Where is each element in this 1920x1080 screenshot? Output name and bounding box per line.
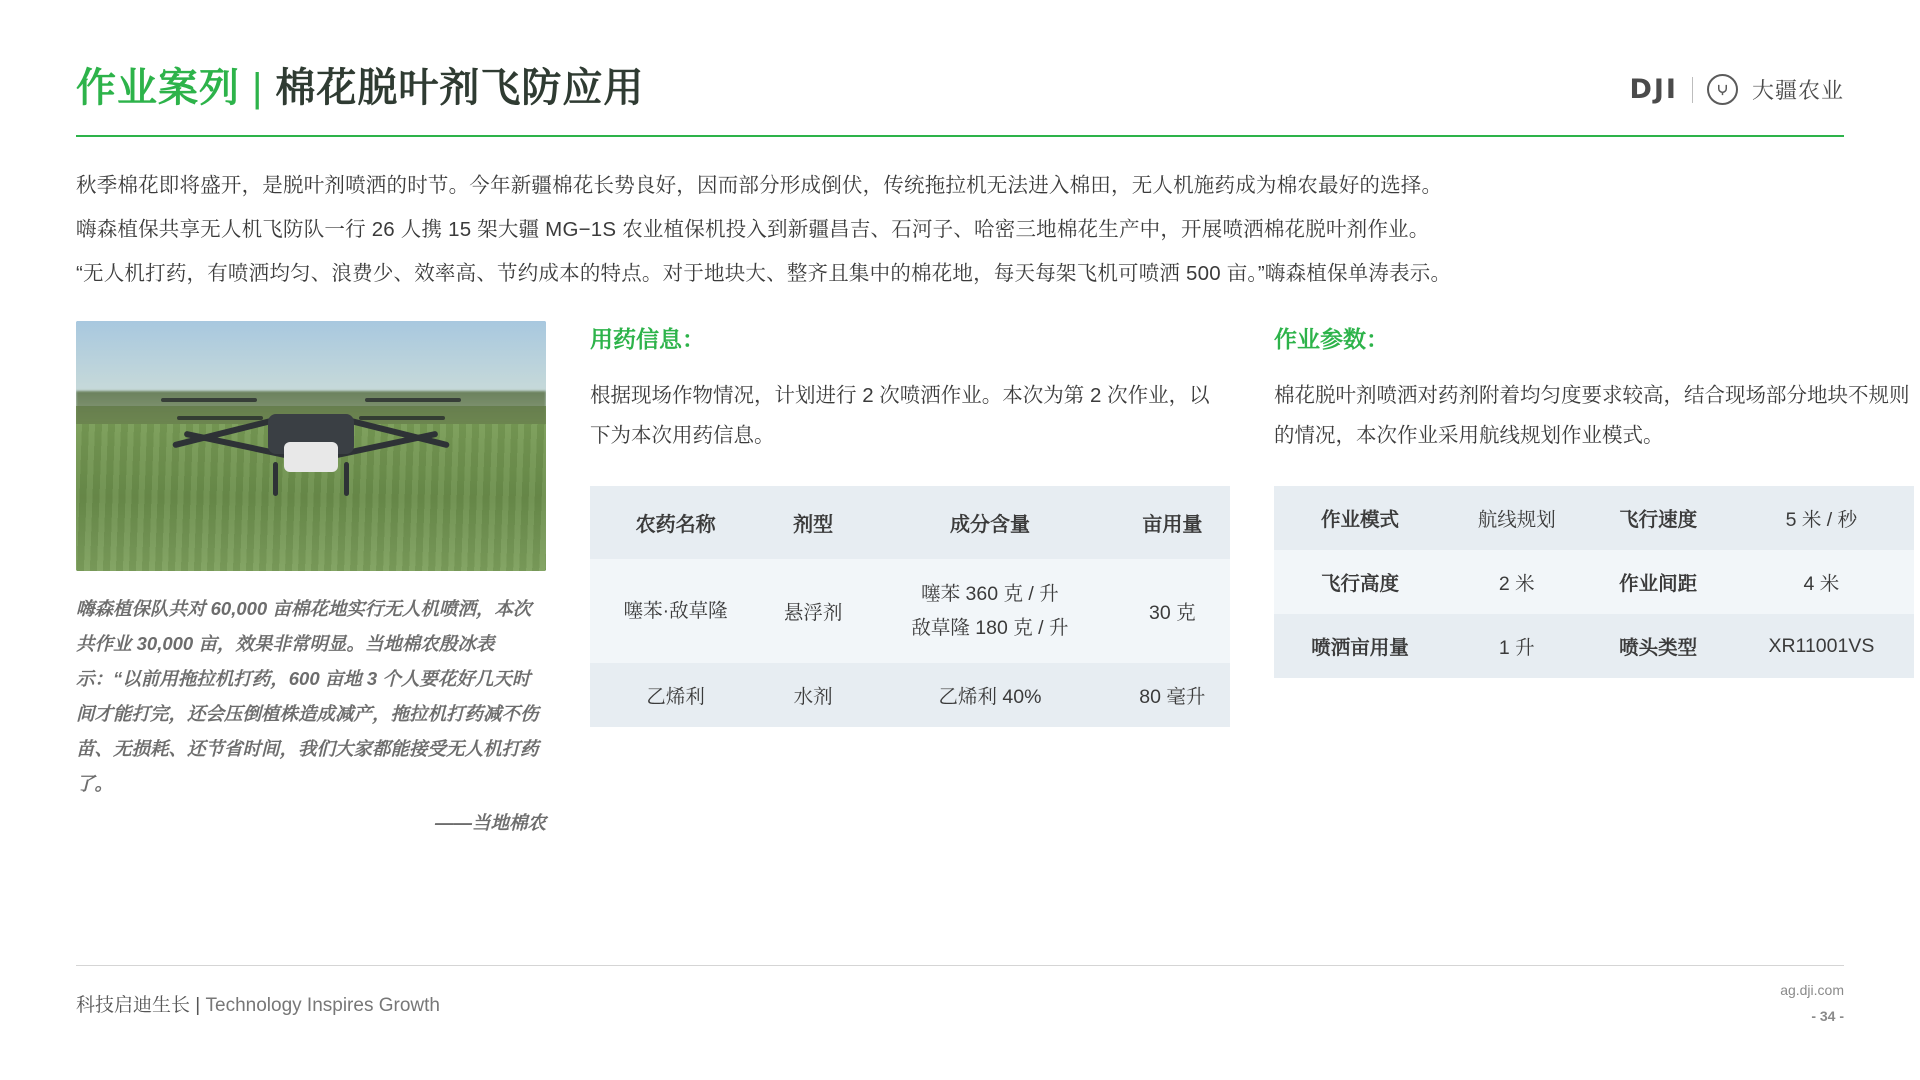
medicine-row2-name: 乙烯利: [646, 686, 705, 708]
medicine-row2-form: 水剂: [793, 686, 833, 708]
footer-slogan-cn: 科技启迪生长: [76, 994, 191, 1016]
brand-logo: [1629, 74, 1844, 113]
parameters-section-title: 作业参数：: [1274, 326, 1389, 352]
medicine-row1-form: 悬浮剂: [783, 602, 843, 624]
page-number: - 34 -: [1811, 1008, 1844, 1024]
param-row3-key1: 喷洒亩用量: [1311, 637, 1409, 659]
footer-slogan-separator: |: [195, 994, 201, 1016]
param-row3-value1: 1 升: [1498, 637, 1535, 659]
page-title: [76, 56, 644, 113]
table-row: [590, 559, 1230, 663]
page-header: [76, 0, 1844, 113]
param-row1-key2: 飞行速度: [1619, 509, 1698, 531]
photo-caption-signature: ——当地棉农: [434, 812, 546, 833]
footer-content: [76, 982, 1844, 1024]
footer-slogan: [76, 990, 440, 1017]
footer-website: ag.dji.com: [1780, 982, 1844, 998]
footer-slogan-en: Technology Inspires Growth: [205, 994, 440, 1016]
param-row2-key2: 作业间距: [1619, 573, 1698, 595]
intro-paragraph-3: “无人机打药，有喷洒均匀、浪费少、效率高、节约成本的特点。对于地块大、整齐且集中的棉花地，每天每架飞机可喷洒 500 亩。”嗨森植保单涛表示。: [76, 262, 1452, 285]
field-photo: [76, 321, 546, 571]
photo-caption: [76, 591, 546, 840]
page-title-divider: |: [252, 66, 264, 110]
medicine-row1-content: [865, 559, 1115, 663]
photo-caption-text: 嗨森植保队共对 60,000 亩棉花地实行无人机喷洒，本次共作业 30,000 亩，效果非常明显。当地棉农殷冰表示：“以前用拖拉机打药，600 亩地 3 个人要花好几天时间才能打完，还会压倒植株造成减产，拖拉机打药减不伤苗、无损耗、还节省时间，我们大家都能接受无人机打药了。: [76, 598, 539, 794]
header-rule: [76, 135, 1844, 137]
medicine-header-name: 农药名称: [635, 514, 716, 536]
table-header-row: [590, 486, 1230, 559]
intro-paragraphs: [76, 167, 1844, 293]
agriculture-badge-icon: [1707, 74, 1738, 105]
medicine-row1-name: 噻苯·敌草隆: [623, 600, 728, 622]
medicine-header-dose: 亩用量: [1142, 514, 1203, 536]
drone-illustration: [161, 376, 461, 486]
medicine-row2-content: 乙烯利 40%: [938, 686, 1042, 708]
param-row3-value2: XR11001VS: [1768, 634, 1875, 657]
drone-tank: [284, 442, 338, 472]
dji-wordmark-icon: DJI: [1629, 74, 1678, 105]
param-row3-key2: 喷头类型: [1619, 637, 1698, 659]
medicine-header-content: 成分含量: [949, 514, 1030, 536]
parameters-section-text: 棉花脱叶剂喷洒对药剂附着均匀度要求较高，结合现场部分地块不规则的情况，本次作业采用航线规划作业模式。: [1274, 384, 1910, 447]
param-row1-value2: 5 米 / 秒: [1785, 509, 1858, 531]
param-row2-value1: 2 米: [1498, 573, 1535, 595]
medicine-section-title: 用药信息：: [590, 326, 705, 352]
table-row: [1274, 614, 1914, 678]
medicine-table: [590, 486, 1230, 727]
intro-paragraph-1: 秋季棉花即将盛开，是脱叶剂喷洒的时节。今年新疆棉花长势良好，因而部分形成倒伏，传统拖拉机无法进入棉田，无人机施药成为棉农最好的选择。: [76, 174, 1443, 197]
brand-divider: [1692, 77, 1693, 103]
page-footer: [76, 965, 1844, 1024]
param-row1-key1: 作业模式: [1321, 509, 1400, 531]
param-row2-key1: 飞行高度: [1321, 573, 1400, 595]
parameters-table: [1274, 486, 1914, 678]
left-column: [76, 321, 546, 840]
footer-meta: [1780, 982, 1844, 1024]
table-row: [590, 663, 1230, 727]
medicine-header-form: 剂型: [793, 514, 834, 536]
medicine-row1-dose: 30 克: [1149, 602, 1196, 624]
page-title-sub: 棉花脱叶剂飞防应用: [275, 66, 645, 110]
medicine-section-text: 根据现场作物情况，计划进行 2 次喷洒作业。本次为第 2 次作业，以下为本次用药信息。: [590, 384, 1210, 447]
table-row: [1274, 486, 1914, 550]
parameters-section: [1274, 321, 1914, 840]
brand-name: 大疆农业: [1751, 78, 1844, 103]
medicine-row1-content-line2: 敌草隆 180 克 / 升: [911, 617, 1069, 639]
page-title-main: 作业案列: [76, 66, 240, 110]
param-row2-value2: 4 米: [1803, 573, 1840, 595]
medicine-row2-dose: 80 毫升: [1139, 686, 1206, 708]
medicine-section: [590, 321, 1230, 840]
content-columns: [76, 321, 1910, 840]
intro-paragraph-2: 嗨森植保共享无人机飞防队一行 26 人携 15 架大疆 MG−1S 农业植保机投入到新疆昌吉、石河子、哈密三地棉花生产中，开展喷洒棉花脱叶剂作业。: [76, 218, 1430, 241]
param-row1-value1: 航线规划: [1477, 509, 1556, 531]
footer-rule: [76, 965, 1844, 966]
table-row: [1274, 550, 1914, 614]
medicine-row1-content-line1: 噻苯 360 克 / 升: [921, 583, 1059, 605]
